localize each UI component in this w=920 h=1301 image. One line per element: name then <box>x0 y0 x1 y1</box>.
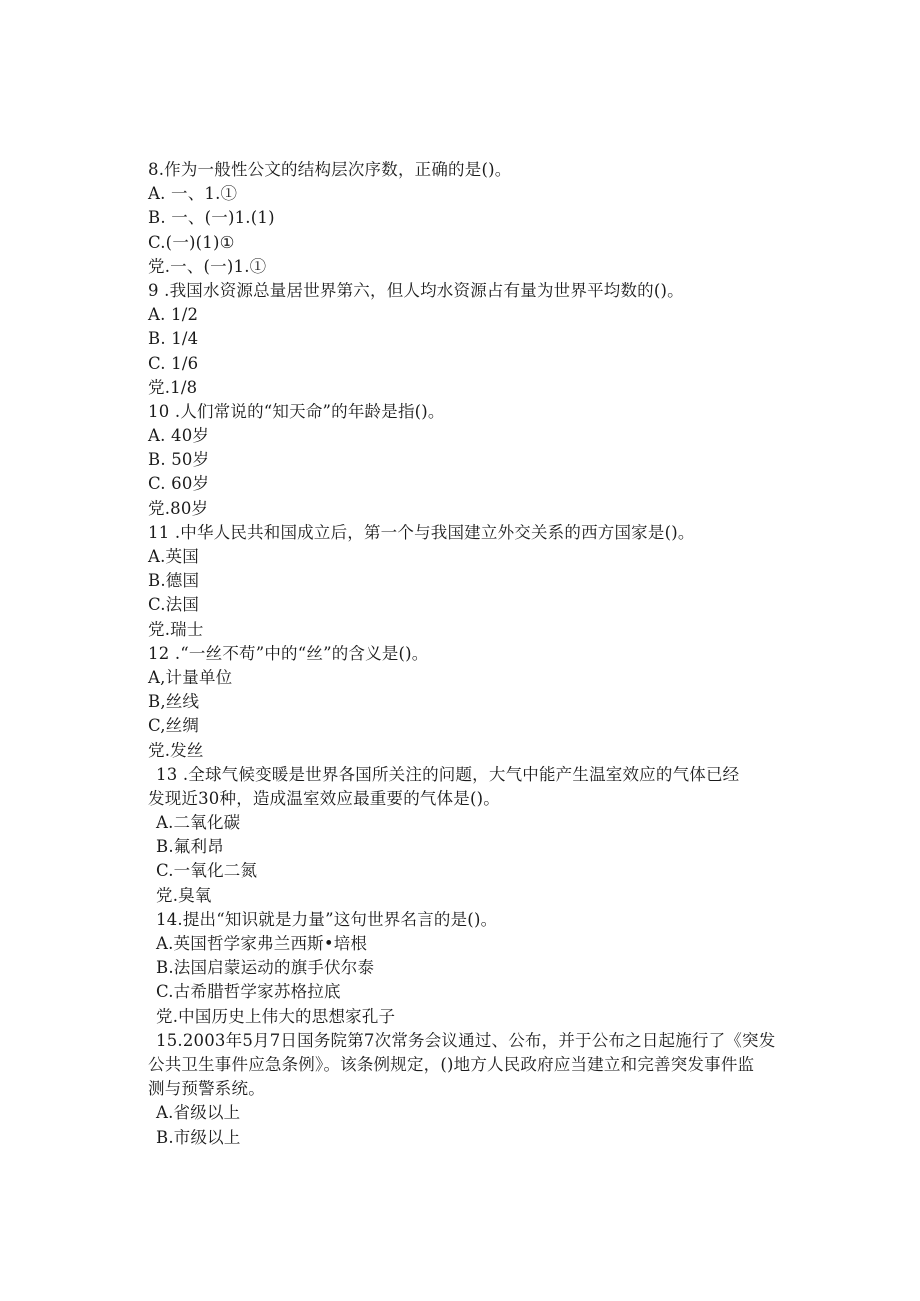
question-stem: 14.提出“知识就是力量”这句世界名言的是()。 <box>156 909 498 929</box>
answer-option: 党.臭氧 <box>156 885 212 905</box>
question-stem: 15.2003年5月7日国务院第7次常务会议通过、公布，并于公布之日起施行了《突发 <box>156 1030 776 1050</box>
answer-option: 党.一、(一)1.① <box>148 256 267 276</box>
question-stem: 12 .“一丝不苟”中的“丝”的含义是()。 <box>148 643 429 663</box>
answer-option: B. 50岁 <box>148 450 210 470</box>
answer-option: C.一氧化二氮 <box>156 861 258 881</box>
answer-option: C.(一)(1)① <box>148 232 235 252</box>
document-page <box>0 158 920 1150</box>
question-block <box>0 521 920 642</box>
answer-option: B. 1/4 <box>148 329 199 349</box>
question-block <box>0 279 920 400</box>
answer-option: C. 60岁 <box>148 474 210 494</box>
answer-option: C.古希腊哲学家苏格拉底 <box>156 982 341 1002</box>
question-stem-continued: 公共卫生事件应急条例》。该条例规定，()地方人民政府应当建立和完善突发事件监 <box>148 1054 755 1074</box>
answer-option: A. 1/2 <box>148 305 199 325</box>
question-block <box>0 763 920 908</box>
answer-option: B.德国 <box>148 571 200 591</box>
answer-option: B,丝线 <box>148 692 200 712</box>
answer-option: C,丝绸 <box>148 716 200 736</box>
answer-option: 党.发丝 <box>148 740 204 760</box>
answer-option: A. 一、1.① <box>148 184 238 204</box>
answer-option: A.二氧化碳 <box>156 813 241 833</box>
question-block <box>0 158 920 279</box>
question-block <box>0 1029 920 1150</box>
question-stem-continued: 发现近30种，造成温室效应最重要的气体是()。 <box>148 788 500 808</box>
question-stem: 8.作为一般性公文的结构层次序数，正确的是()。 <box>148 160 512 179</box>
answer-option: A.英国 <box>148 547 199 566</box>
question-block <box>0 908 920 1029</box>
answer-option: 党.80岁 <box>148 498 209 518</box>
question-stem-continued: 测与预警系统。 <box>148 1079 265 1099</box>
answer-option: B.市级以上 <box>156 1127 241 1147</box>
question-stem: 10 .人们常说的“知天命”的年龄是指()。 <box>148 401 445 421</box>
answer-option: A. 40岁 <box>148 426 210 446</box>
answer-option: B.法国启蒙运动的旗手伏尔泰 <box>156 958 375 978</box>
question-stem: 9 .我国水资源总量居世界第六，但人均水资源占有量为世界平均数的()。 <box>148 280 684 300</box>
question-block <box>0 642 920 763</box>
answer-option: B.氟利昂 <box>156 837 224 857</box>
answer-option: 党.1/8 <box>148 377 198 397</box>
answer-option: 党.瑞士 <box>148 619 204 639</box>
answer-option: A.英国哲学家弗兰西斯•培根 <box>156 934 368 953</box>
answer-option: B. 一、(一)1.(1) <box>148 208 275 228</box>
question-stem: 13 .全球气候变暖是世界各国所关注的问题，大气中能产生温室效应的气体已经 <box>156 764 740 784</box>
answer-option: A.省级以上 <box>156 1103 241 1123</box>
question-stem: 11 .中华人民共和国成立后，第一个与我国建立外交关系的西方国家是()。 <box>148 522 695 542</box>
question-block <box>0 400 920 521</box>
answer-option: C. 1/6 <box>148 353 199 373</box>
answer-option: A,计量单位 <box>148 667 233 687</box>
answer-option: C.法国 <box>148 595 200 615</box>
answer-option: 党.中国历史上伟大的思想家孔子 <box>156 1006 396 1026</box>
